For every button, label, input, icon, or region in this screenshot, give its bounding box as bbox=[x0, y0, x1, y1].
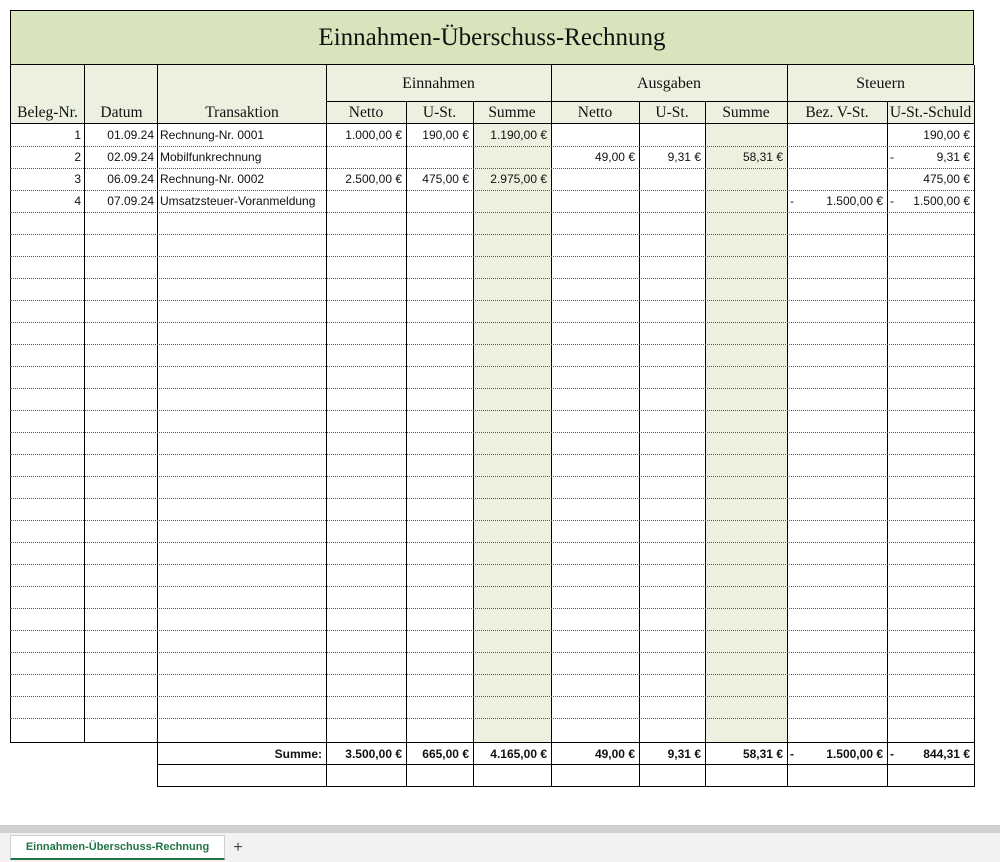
negative-marker: - bbox=[890, 747, 894, 761]
row-divider bbox=[10, 344, 974, 345]
row-divider bbox=[10, 630, 974, 631]
negative-marker: - bbox=[890, 194, 894, 208]
total-ausgaben-ust[interactable]: 9,31 € bbox=[667, 747, 701, 761]
sheet-title[interactable]: Einnahmen-Überschuss-Rechnung bbox=[10, 10, 974, 65]
horizontal-scrollbar[interactable] bbox=[0, 825, 1000, 833]
cell-vorsteuer[interactable]: 1.500,00 € bbox=[826, 194, 883, 208]
cell-transaktion[interactable]: Rechnung-Nr. 0001 bbox=[160, 128, 265, 142]
row-divider bbox=[10, 542, 974, 543]
footer-bottom-line bbox=[157, 786, 974, 787]
header-einnahmen-netto[interactable]: Netto bbox=[326, 102, 406, 124]
ausgaben-summe-band bbox=[705, 124, 787, 742]
row-divider bbox=[10, 256, 974, 257]
total-ausgaben-summe[interactable]: 58,31 € bbox=[742, 747, 783, 761]
row-divider bbox=[10, 366, 974, 367]
row-divider bbox=[10, 498, 974, 499]
cell-vorsteuer[interactable] bbox=[787, 124, 887, 146]
cell-ausgaben-summe[interactable] bbox=[705, 168, 787, 190]
cell-ausgaben-summe[interactable]: 58,31 € bbox=[742, 150, 783, 164]
cell-datum[interactable]: 02.09.24 bbox=[107, 150, 154, 164]
cell-beleg[interactable]: 1 bbox=[74, 128, 81, 142]
cell-einnahmen-netto[interactable] bbox=[326, 190, 406, 212]
cell-ausgaben-netto[interactable] bbox=[551, 190, 639, 212]
einnahmen-summe-band bbox=[473, 124, 551, 742]
row-divider bbox=[10, 432, 974, 433]
header-datum[interactable]: Datum bbox=[85, 65, 158, 124]
cell-einnahmen-summe[interactable] bbox=[473, 146, 551, 168]
header-ausgaben-summe[interactable]: Summe bbox=[705, 102, 787, 124]
cell-einnahmen-netto[interactable] bbox=[326, 146, 406, 168]
row-divider bbox=[10, 608, 974, 609]
header-einnahmen-ust[interactable]: U-St. bbox=[406, 102, 473, 124]
sheet-tab-active[interactable]: Einnahmen-Überschuss-Rechnung bbox=[10, 835, 225, 860]
row-divider bbox=[10, 476, 974, 477]
row-divider bbox=[10, 564, 974, 565]
grid-line bbox=[974, 65, 975, 787]
negative-marker: - bbox=[790, 747, 794, 761]
cell-datum[interactable]: 01.09.24 bbox=[107, 128, 154, 142]
cell-ausgaben-netto[interactable] bbox=[551, 168, 639, 190]
cell-einnahmen-summe[interactable]: 1.190,00 € bbox=[490, 128, 547, 142]
row-divider bbox=[10, 388, 974, 389]
add-sheet-button[interactable]: + bbox=[233, 838, 243, 856]
negative-marker: - bbox=[790, 194, 794, 208]
total-ausgaben-netto[interactable]: 49,00 € bbox=[594, 747, 635, 761]
row-divider bbox=[10, 278, 974, 279]
row-divider bbox=[10, 652, 974, 653]
header-group-einnahmen[interactable]: Einnahmen bbox=[326, 65, 551, 102]
cell-ausgaben-ust[interactable] bbox=[639, 190, 705, 212]
cell-datum[interactable]: 06.09.24 bbox=[107, 172, 154, 186]
cell-einnahmen-ust[interactable] bbox=[406, 146, 473, 168]
cell-ausgaben-summe[interactable] bbox=[705, 124, 787, 146]
row-divider bbox=[10, 696, 974, 697]
cell-transaktion[interactable]: Umsatzsteuer-Voranmeldung bbox=[160, 194, 316, 208]
row-divider bbox=[10, 586, 974, 587]
cell-beleg[interactable]: 3 bbox=[74, 172, 81, 186]
totals-label[interactable]: Summe: bbox=[274, 747, 322, 761]
row-divider bbox=[10, 718, 974, 719]
row-divider bbox=[10, 454, 974, 455]
cell-ust-schuld[interactable]: 1.500,00 € bbox=[913, 194, 970, 208]
cell-datum[interactable]: 07.09.24 bbox=[107, 194, 154, 208]
row-divider bbox=[10, 322, 974, 323]
row-divider bbox=[10, 300, 974, 301]
cell-ausgaben-ust[interactable]: 9,31 € bbox=[667, 150, 701, 164]
negative-marker: - bbox=[890, 150, 894, 164]
header-beleg[interactable]: Beleg-Nr. bbox=[10, 65, 85, 124]
header-group-steuern[interactable]: Steuern bbox=[787, 65, 974, 102]
cell-ausgaben-summe[interactable] bbox=[705, 190, 787, 212]
cell-transaktion[interactable]: Rechnung-Nr. 0002 bbox=[160, 172, 265, 186]
cell-transaktion[interactable]: Mobilfunkrechnung bbox=[160, 150, 262, 164]
cell-einnahmen-ust[interactable] bbox=[406, 190, 473, 212]
cell-vorsteuer[interactable] bbox=[787, 146, 887, 168]
header-transaktion[interactable]: Transaktion bbox=[158, 65, 326, 124]
row-divider bbox=[10, 410, 974, 411]
cell-ausgaben-ust[interactable] bbox=[639, 168, 705, 190]
cell-ausgaben-netto[interactable]: 49,00 € bbox=[594, 150, 635, 164]
cell-ausgaben-ust[interactable] bbox=[639, 124, 705, 146]
total-einnahmen-ust[interactable]: 665,00 € bbox=[422, 747, 469, 761]
cell-ust-schuld[interactable]: 475,00 € bbox=[923, 172, 970, 186]
group-header-divider bbox=[326, 101, 974, 102]
cell-einnahmen-summe[interactable] bbox=[473, 190, 551, 212]
header-ust-schuld[interactable]: U-St.-Schuld bbox=[887, 102, 974, 124]
cell-einnahmen-netto[interactable]: 1.000,00 € bbox=[345, 128, 402, 142]
cell-einnahmen-summe[interactable]: 2.975,00 € bbox=[490, 172, 547, 186]
row-divider bbox=[10, 674, 974, 675]
row-divider bbox=[10, 520, 974, 521]
header-vorsteuer[interactable]: Bez. V-St. bbox=[787, 102, 887, 124]
header-ausgaben-netto[interactable]: Netto bbox=[551, 102, 639, 124]
row-divider bbox=[10, 212, 974, 213]
header-einnahmen-summe[interactable]: Summe bbox=[473, 102, 551, 124]
total-vorsteuer[interactable]: 1.500,00 € bbox=[826, 747, 883, 761]
header-ausgaben-ust[interactable]: U-St. bbox=[639, 102, 705, 124]
cell-einnahmen-netto[interactable]: 2.500,00 € bbox=[345, 172, 402, 186]
total-ust-schuld[interactable]: 844,31 € bbox=[923, 747, 970, 761]
header-group-ausgaben[interactable]: Ausgaben bbox=[551, 65, 787, 102]
cell-beleg[interactable]: 4 bbox=[74, 194, 81, 208]
cell-einnahmen-ust[interactable]: 190,00 € bbox=[422, 128, 469, 142]
cell-beleg[interactable]: 2 bbox=[74, 150, 81, 164]
total-einnahmen-netto[interactable]: 3.500,00 € bbox=[345, 747, 402, 761]
row-divider bbox=[10, 234, 974, 235]
cell-ausgaben-netto[interactable] bbox=[551, 124, 639, 146]
cell-ust-schuld[interactable]: 9,31 € bbox=[936, 150, 970, 164]
total-einnahmen-summe[interactable]: 4.165,00 € bbox=[490, 747, 547, 761]
cell-ust-schuld[interactable]: 190,00 € bbox=[923, 128, 970, 142]
cell-vorsteuer[interactable] bbox=[787, 168, 887, 190]
cell-einnahmen-ust[interactable]: 475,00 € bbox=[422, 172, 469, 186]
